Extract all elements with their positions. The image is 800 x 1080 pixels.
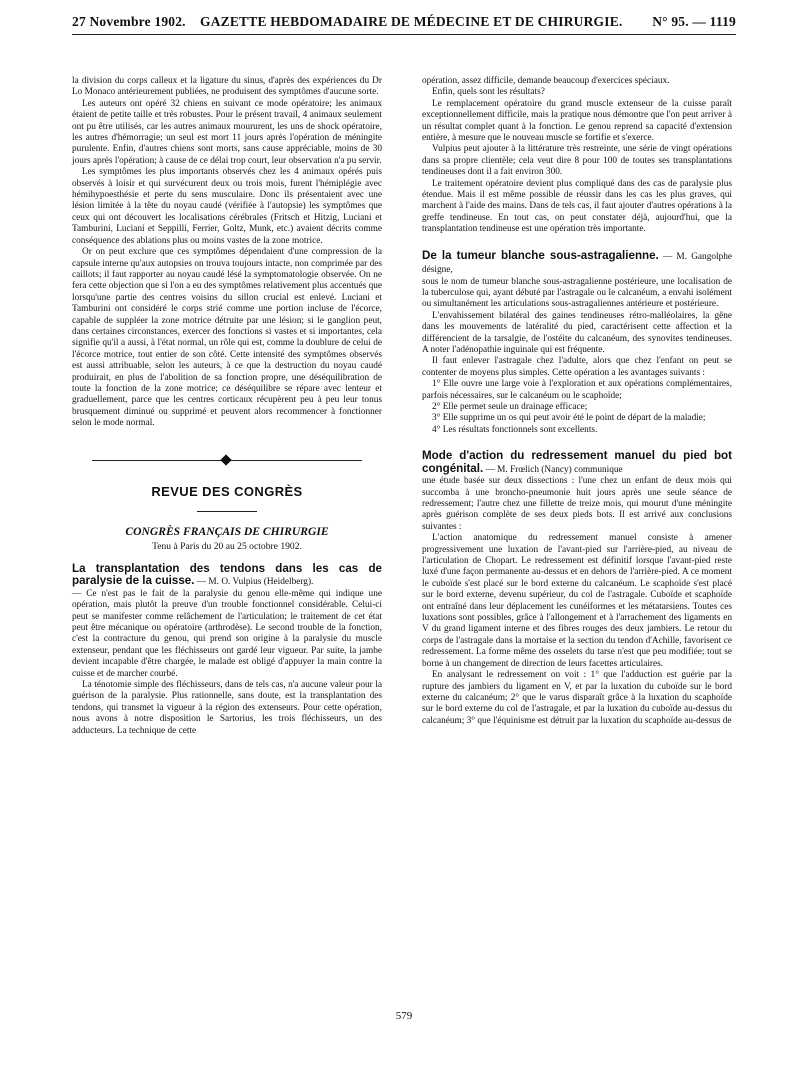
article-author: — M. O. Vulpius (Heidelberg). — [194, 577, 314, 588]
left-paragraph: Or on peut exclure que ces symptômes dépendaient d'une compression de la capsule interne qu'aux autopsies on trouva toujours intacte, non comprimée par des caillots; il faut rapporter au noyau caudé lésé la symptomatologie observée. On ne fera cette objection que si l'on a eu des symptômes relativement plus accentués que lorsqu'une partie des centres voisins du sillon crucial est enlevé. Luciani et Tamburini ont considéré le corps strié comme une portion incluse de l'écorce, capable de suppléer la zone motrice détruite par une lésion; si le ganglion peut, dans certaines circonstances, exercer des fonctions si vastes et si importantes, cela signifie qu'il a aussi, à l'état normal, un rôle qui est, comme la doublure de celui de l'écorce motrice, tout entier de son côté. Cette intensité des symptômes observés est aussi attribuable, selon les auteurs, à ce que la destruction du noyau caudé produirait, en plus de l'abolition de sa fonction propre, une déséquilibration de toute la fonction de la zone motrice; ce déséquilibre se répare avec lenteur et graduellement, parce que les centres corticaux récupèrent peu à peu leur tonus brusquement diminué ou supprimé et peuvent alors recommencer à fonctionner selon le mode normal. — [72, 247, 382, 429]
diamond-ornament-icon — [220, 454, 231, 465]
article-title: Mode d'action du redressement manuel du pied bot congénital. — [422, 449, 732, 475]
right-paragraph: Le traitement opératoire devient plus compliqué dans des cas de paralysie plus étendue. Mais il est même possible de réussir dans les cas les plus graves, qui marchent à l'aide des mains. Dans de tels cas, il faut ajouter d'autres opérations à la greffe tendineuse. En tout cas, on peut constater déjà, aujourd'hui, que la transplantation tendineuse est une opération très importante. — [422, 178, 732, 235]
left-paragraph: Les symptômes les plus importants observés chez les 4 animaux opérés puis observés à loisir et qui survécurent deux ou trois mois, furent l'hémiplégie avec hémihypoesthésie et perte du sens musculaire. Donc ils présentaient avec une lésion limitée à la tête du noyau caudé (vérifiée à l'autopsie) les symptômes que ceux qui ont découvert les localisations cérébrales (Fritsch et Hitzig, Luciani et Tamburini, Luciani et Seppilli, Ferrier, Goltz, Munk, etc.) avaient décrits comme conséquence des ablations plus ou moins vastes de la zone motrice. — [72, 167, 382, 246]
left-paragraph: Les auteurs ont opéré 32 chiens en suivant ce mode opératoire; les animaux étaient de petite taille et très robustes. Pour le présent travail, 4 animaux seulement ont pu être utilisés, car les autres animaux moururent, les uns de shock opératoire, les autres d'hémorragie; un seul est mort 11 jours après l'opération de méningite purulente. Enfin, d'autres chiens sont morts, sans cause appréciable, moins de 30 jours après l'opération; à cause de ce délai trop court, leur observation n'a pu servir. — [72, 98, 382, 166]
article-paragraph: 1° Elle ouvre une large voie à l'exploration et aux opérations complémentaires, parfois nécessaires, sur le calcanéum ou le scaphoïde; — [422, 379, 732, 401]
left-column — [72, 76, 382, 737]
article-title: De la tumeur blanche sous-astragalienne. — [422, 248, 659, 262]
right-paragraph: Enfin, quels sont les résultats? — [432, 87, 545, 98]
header-rule — [72, 34, 736, 35]
article-paragraph: 3° Elle supprime un os qui peut avoir été le point de départ de la maladie; — [432, 413, 706, 424]
right-paragraph: opération, assez difficile, demande beaucoup d'exercices spéciaux. — [422, 76, 670, 86]
article-paragraph: La ténotomie simple des fléchisseurs, dans de tels cas, n'a aucune valeur pour la guérison de la paralysie. Plus rationnelle, sans doute, est la transplantation des tendons, qui transmet la vigueur à la région des extenseurs. Pour cette opération, nous avons à notre disposition le Sartorius, les trois fléchisseurs, un des adducteurs. La technique de cette — [72, 680, 382, 736]
left-paragraph: la division du corps calleux et la ligature du sinus, d'après des expériences du Dr Lo Monaco antérieurement publiées, ne produisent des symptômes d'aucune sorte. — [72, 76, 382, 98]
article-author: — M. Frœlich (Nancy) communique — [483, 464, 623, 475]
article-paragraph: — Ce n'est pas le fait de la paralysie du genou elle-même qui indique une opération, mais plutôt la preuve d'un trouble fonctionnel considérable. Celui-ci peut se manifester comme relâchement de l'articulation; le traitement de cet état peut être mécanique ou opératoire (arthrodèse). Le second trouble de la fonction, c'est la contracture du genou, qui prend son origine à la paralysie du muscle extenseur, pendant que les fléchisseurs ont gardé leur vigueur. Par suite, la jambe devient incapable d'être chargée, le malade est obligé d'appuyer la main contre la cuisse et de marcher courbé. — [72, 588, 382, 679]
article-paragraph: L'action anatomique du redressement manuel consiste à amener progressivement une luxation de l'avant-pied sur l'arrière-pied, au niveau de l'articulation de Chopart. Le redressement est définitif lorsque l'avant-pied reste luxé d'une façon permanente au-dessus et en dehors de l'arrière-pied. A ce moment le cuboïde s'est placé sur le bord externe du calcanéum. Le scaphoïde s'est placé sur le bord externe, devenu supérieur, du col de l'astragale. Cuboïde et scaphoïde ont entraîné dans leur déplacement les cunéiformes et les métatarsiens. Toutes ces luxations sont possibles, grâce à l'allongement et à l'arrachement des ligaments en V du grand ligament interne et des fibres rouges des deux jambiers. Le retour du corps de l'astragale dans la mortaise et la section du tendon d'Achille, favorisent ce redressement. La forme même des osselets du tarse n'est que peu modifiée; tout se borne à un changement de direction de leurs facettes articulaires. — [422, 533, 732, 669]
article-heading — [422, 250, 732, 277]
article-heading — [422, 450, 732, 476]
right-paragraph: Le remplacement opératoire du grand muscle extenseur de la cuisse paraît exceptionnellement difficile, mais la pratique nous démontre que l'on peut arriver à un résultat complet quant à la fonction. Le genou reprend sa capacité d'extension entière, à mesure que le nouveau muscle se fortifie et s'exerce. — [422, 98, 732, 144]
congress-title: CONGRÈS FRANÇAIS DE CHIRURGIE — [125, 525, 329, 538]
article-paragraph: En analysant le redressement on voit : 1° que l'adduction est guérie par la rupture des jambiers du ligament en V, et par la luxation du cuboïde sur le bord externe du calcanéum; 2° que le varus disparaît grâce à la luxation du scaphoïde sur le bord externe du col de l'astragale, et par la luxation du cuboïde au-dessus du calcanéum; 3° que l'équinisme est détruit par la luxation du scaphoïde au-dessus de — [422, 670, 732, 726]
article-paragraph: une étude basée sur deux dissections : l'une chez un enfant de deux mois qui succomba à une broncho-pneumonie huit jours après une seule séance de redressement; l'autre chez une fillette de treize mois, qui mourut d'une méningite après guérison complète de ses deux pieds bots. Il est arrivé aux conclusions suivantes : — [422, 476, 732, 532]
header-journal-title: GAZETTE HEBDOMADAIRE DE MÉDECINE ET DE CHIRURGIE. — [200, 14, 623, 29]
section-title: REVUE DES CONGRÈS — [151, 483, 303, 499]
page-number: 579 — [395, 1010, 413, 1022]
right-paragraph: Vulpius peut ajouter à la littérature très restreinte, une série de vingt opérations dans sa propre clientèle; cela veut dire 8 pour 100 de toutes ses transplantations tendineuses dont il a fait environ 300. — [422, 144, 732, 178]
section-divider — [72, 448, 382, 474]
article-paragraph: Il faut enlever l'astragale chez l'adulte, alors que chez l'enfant on peut se contenter de moyens plus simples. Cette opération a les avantages suivants : — [422, 356, 732, 378]
article-title: La transplantation des tendons dans les cas de paralysie de la cuisse. — [72, 561, 382, 588]
article-paragraph: 4° Les résultats fonctionnels sont excellents. — [432, 424, 598, 435]
header-issue-page: N° 95. — 1119 — [652, 14, 736, 29]
header-date: 27 Novembre 1902. — [72, 14, 186, 29]
article-paragraph: 2° Elle permet seule un drainage efficace; — [432, 401, 588, 412]
article-paragraph: sous le nom de tumeur blanche sous-astragalienne postérieure, une localisation de la tuberculose qui, ayant débuté par l'astragale ou le calcanéum, a envahi isolément ou simultanément les articulations sous-astragaliennes antérieure et postérieure. — [422, 276, 732, 310]
article-author: — M. Gangolphe désigne, — [422, 251, 732, 276]
right-column — [422, 76, 732, 727]
article-paragraph: L'envahissement bilatéral des gaines tendineuses rétro-malléolaires, la gêne dans les mouvements de latéralité du pied, caractérisent cette affection et la différencient de la tarsalgie, de l'ostéite du calcanéum, des synovites tendineuses. A noter l'adénopathie inguinale qui est fréquente. — [422, 310, 732, 355]
short-rule — [197, 511, 257, 512]
running-header — [72, 10, 736, 34]
congress-dates: Tenu à Paris du 20 au 25 octobre 1902. — [152, 541, 302, 553]
article-heading — [72, 563, 382, 589]
